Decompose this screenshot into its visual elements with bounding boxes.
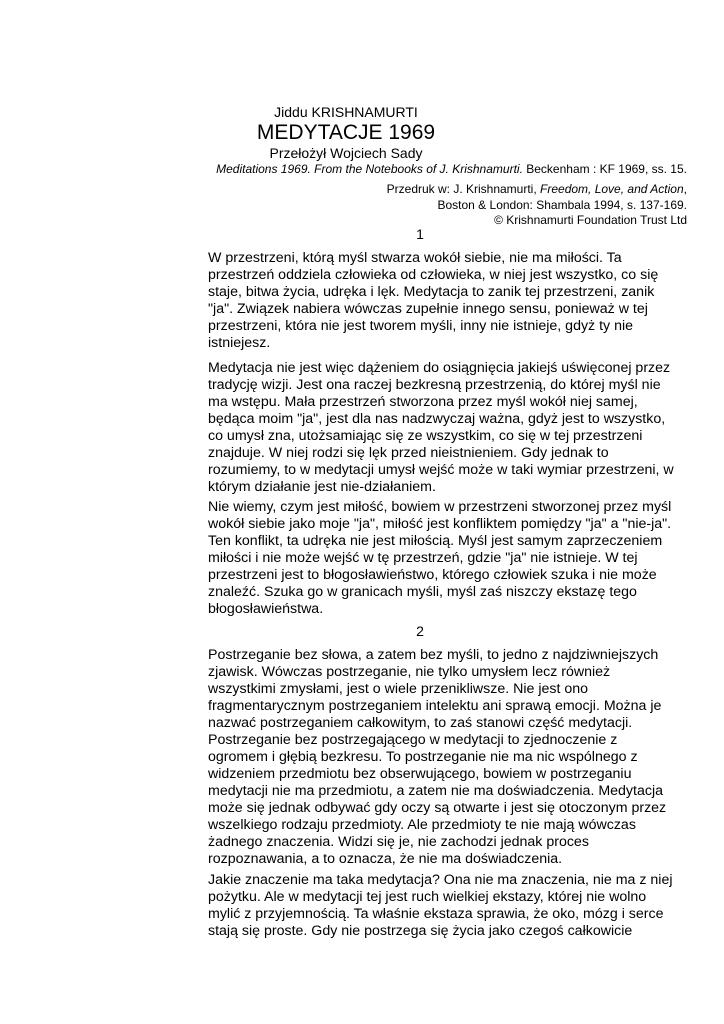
source-italic: Meditations 1969. From the Notebooks of J. Krishnamurti. — [216, 162, 523, 176]
text-line: rozpoznawania, a to oznacza, że nie ma doświadczenia. — [208, 851, 563, 867]
text-line: stają się proste. Gdy nie postrzega się życia jako czegoś całkowicie — [208, 923, 633, 939]
text-line: Ten konflikt, ta udręka nie jest miłością. Myśl jest samym zaprzeczeniem — [208, 533, 663, 549]
text-line: mylić z przyjemnością. Ta właśnie ekstaza sprawia, że oko, mózg i serce — [208, 906, 664, 922]
text-line: Nie wiemy, czym jest miłość, bowiem w przestrzeni stworzonej przez myśl — [208, 499, 672, 515]
text-line: zjawisk. Wówczas postrzeganie, nie tylko umysłem lecz również — [208, 664, 611, 680]
paragraph — [208, 499, 698, 618]
text-line: "ja". Związek nabiera wówczas zupełnie innego sensu, ponieważ w tej — [208, 301, 648, 317]
reprint-suffix: , — [683, 182, 687, 196]
text-line: może się jednak odbywać gdy oczy są otwarte i jest się otoczonym przez — [208, 800, 667, 816]
text-line: wszystkimi zmysłami, jest o wiele przenikliwsze. Nie jest ono — [208, 681, 589, 697]
translator-credit: Przełożył Wojciech Sady — [269, 145, 423, 161]
reprint-line-2: Boston & London: Shambala 1994, s. 137-169. — [437, 197, 687, 212]
document-title: MEDYTACJE 1969 — [256, 121, 436, 144]
text-line: znajduje. W niej rodzi się lęk przed nieistnieniem. Gdy jednak to — [208, 445, 609, 461]
text-line: wszelkiego rodzaju przedmioty. Ale przedmioty te nie mają wówczas — [208, 817, 636, 833]
text-line: co umysł zna, utożsamiając się ze wszystkim, co się w tej przestrzeni — [208, 428, 643, 444]
section-number: 1 — [416, 226, 424, 242]
text-line: miłości i nie może wejść w tę przestrzeń, gdzie "ja" nie istnieje. W tej — [208, 550, 638, 566]
source-rest: Beckenham : KF 1969, ss. 15. — [522, 162, 687, 176]
author-name: Jiddu KRISHNAMURTI — [274, 104, 418, 120]
reprint-line-3: © Krishnamurti Foundation Trust Ltd — [494, 213, 687, 227]
reprint-line-1 — [267, 182, 687, 198]
text-line: pożytku. Ale w medytacji tej jest ruch wielkiej ekstazy, której nie wolno — [208, 889, 647, 905]
paragraph — [208, 250, 698, 352]
paragraph — [208, 647, 698, 868]
text-line: błogosławieństwa. — [208, 601, 324, 617]
text-line: rozumiemy, to w medytacji umysł wejść może w taki wymiar przestrzeni, w — [208, 462, 674, 478]
text-line: Jakie znaczenie ma taka medytacja? Ona nie ma znaczenia, nie ma z niej — [208, 872, 673, 888]
source-citation — [167, 162, 687, 177]
text-line: przestrzeń oddziela człowieka od człowieka, w niej jest wszystko, co się — [208, 267, 659, 283]
text-line: Medytacja nie jest więc dążeniem do osiągnięcia jakiejś uświęconej przez — [208, 360, 671, 376]
text-line: istniejesz. — [208, 335, 271, 351]
reprint-note — [267, 182, 687, 229]
paragraph — [208, 360, 698, 496]
text-line: fragmentarycznym postrzeganiem intelektu ani sprawą emocji. Można je — [208, 698, 662, 714]
section-number: 2 — [416, 623, 424, 639]
reprint-prefix: Przedruk w: J. Krishnamurti, — [386, 182, 541, 196]
text-line: przestrzeni, która nie jest tworem myśli, inny nie istnieje, gdyż ty nie — [208, 318, 634, 334]
text-line: medytacji nie ma przedmiotu, a zatem nie ma doświadczenia. Medytacja — [208, 783, 663, 799]
text-line: W przestrzeni, którą myśl stwarza wokół siebie, nie ma miłości. Ta — [208, 250, 622, 266]
reprint-book-title: Freedom, Love, and Action — [540, 182, 684, 196]
text-line: przestrzeni jest to błogosławieństwo, którego człowiek szuka i nie może — [208, 567, 657, 583]
text-line: ma wstępu. Mała przestrzeń stworzona przez myśl wokół niej samej, — [208, 394, 638, 410]
text-line: którym działanie jest nie-działaniem. — [208, 479, 436, 495]
text-line: nazwać postrzeganiem całkowitym, to zaś stanowi część medytacji. — [208, 715, 633, 731]
text-line: wokół siebie jako moje "ja", miłość jest konfliktem pomiędzy "ja" a "nie-ja". — [208, 516, 672, 532]
text-line: Postrzeganie bez słowa, a zatem bez myśli, to jedno z najdziwniejszych — [208, 647, 659, 663]
text-line: żadnego znaczenia. Widzi się je, nie zachodzi jednak proces — [208, 834, 589, 850]
text-line: znaleźć. Szuka go w granicach myśli, myśl zaś niszczy ekstazę tego — [208, 584, 637, 600]
text-line: tradycję wizji. Jest ona raczej bezkresną przestrzenią, do której myśl nie — [208, 377, 661, 393]
paragraph — [208, 872, 698, 940]
text-line: ogromem i głębią bezkresu. To postrzeganie nie ma nic wspólnego z — [208, 749, 638, 765]
text-line: będąca moim "ja", jest dla nas nadzwyczaj ważna, gdyż jest to wszystko, — [208, 411, 666, 427]
text-line: widzeniem przedmiotu bez obserwującego, bowiem w postrzeganiu — [208, 766, 632, 782]
text-line: staje, bitwa życia, udręka i lęk. Medytacja to zanik tej przestrzeni, zanik — [208, 284, 655, 300]
text-line: Postrzeganie bez postrzegającego w medytacji to zjednoczenie z — [208, 732, 618, 748]
